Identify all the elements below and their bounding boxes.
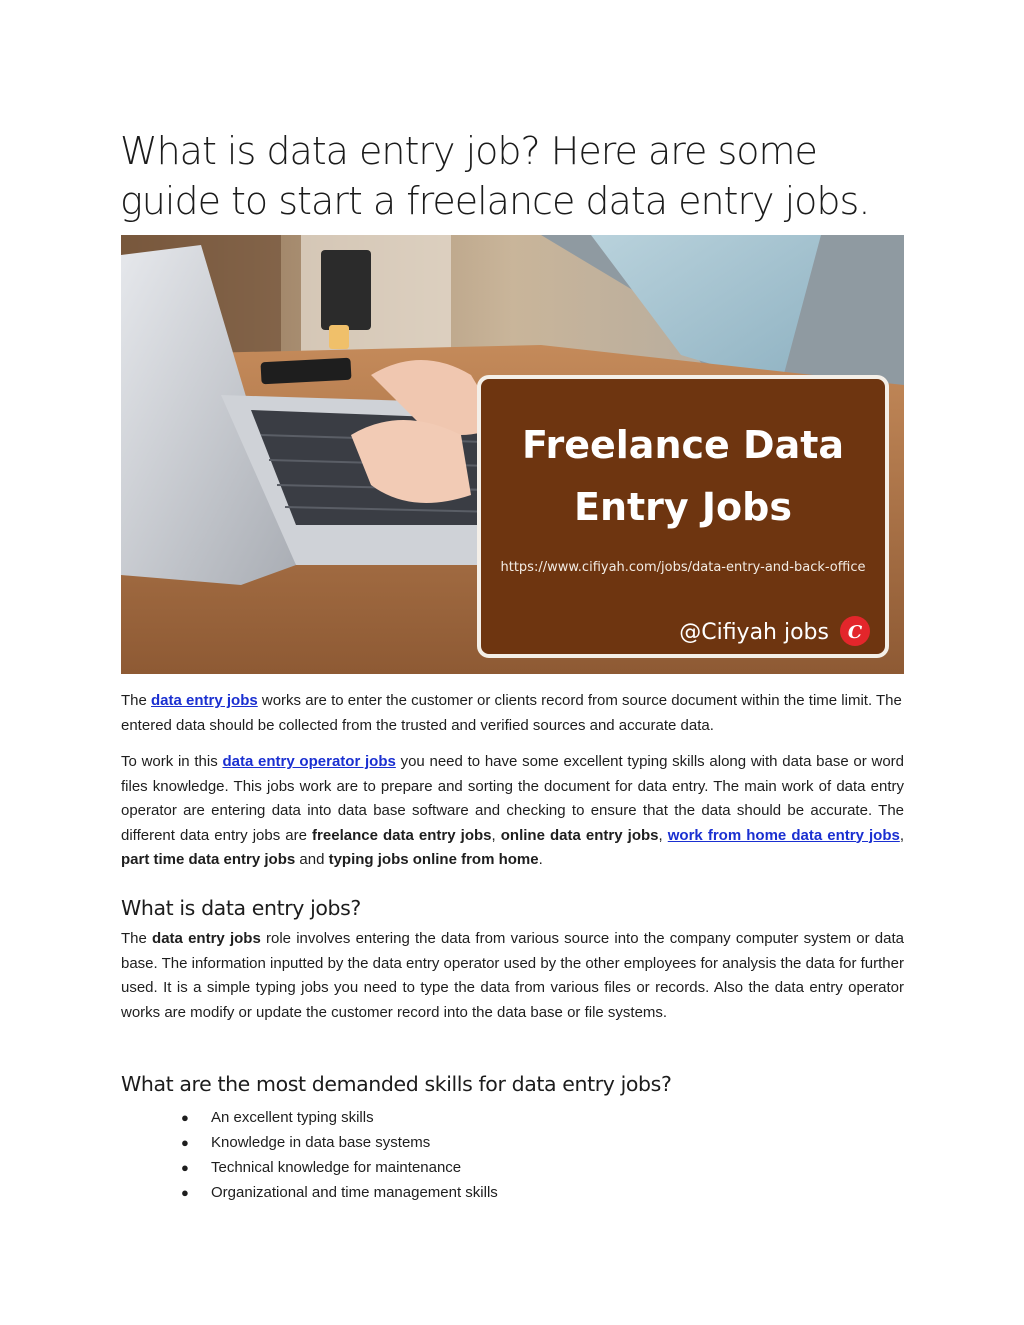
skill-text: Knowledge in data base systems [211, 1134, 431, 1151]
skills-list [181, 1105, 498, 1205]
bullet-icon: ● [181, 1110, 189, 1125]
text: and [295, 851, 329, 868]
section-heading-skills: What are the most demanded skills for data entry jobs? [121, 1072, 672, 1096]
bold-text: typing jobs online from home [328, 851, 539, 868]
hero-url: https://www.cifiyah.com/jobs/data-entry-and-back-office [500, 560, 866, 575]
data-entry-operator-jobs-link[interactable]: data entry operator jobs [222, 753, 396, 770]
page-title: What is data entry job? Here are some guide to start a freelance data entry jobs. [120, 129, 870, 223]
text: , [899, 826, 904, 844]
skill-text: Organizational and time management skills [211, 1184, 498, 1201]
intro-paragraph [121, 689, 904, 738]
text: . [538, 851, 543, 868]
text: , [491, 826, 501, 844]
text: The [121, 930, 153, 947]
skill-text: Technical knowledge for maintenance [211, 1159, 462, 1176]
role-paragraph [121, 927, 904, 1025]
skill-text: An excellent typing skills [211, 1109, 374, 1126]
bold-text: online data entry jobs [500, 826, 659, 844]
list-item [181, 1155, 498, 1180]
work-from-home-link[interactable]: work from home data entry jobs [667, 826, 900, 844]
text: , [658, 826, 668, 844]
text: role involves entering the data from various source into the company computer system or data base. The information inputted by the data entry operator used by the other employees for analysis the data for further used. It is a simple typing jobs you need to type the data from various files or records. Also the data entry operator works are modify or update the customer record into the data base or file systems. [121, 930, 904, 1021]
list-item [181, 1105, 498, 1130]
hero-image [121, 235, 904, 674]
brand-logo-letter: C [847, 622, 863, 643]
bold-text: freelance data entry jobs [312, 826, 492, 844]
text: works are to enter the customer or clients record from source document within the time limit. The entered data should be collected from the trusted and verified sources and accurate data. [121, 692, 902, 734]
bullet-icon: ● [181, 1160, 189, 1175]
bullet-icon: ● [181, 1135, 189, 1150]
list-item [181, 1130, 498, 1155]
hero-headline-line1: Freelance Data [521, 423, 845, 467]
operator-paragraph [121, 750, 904, 873]
data-entry-jobs-link[interactable]: data entry jobs [151, 692, 258, 709]
text: The [121, 692, 152, 709]
bold-text: data entry jobs [152, 930, 261, 947]
hero-headline-line2: Entry Jobs [574, 485, 792, 529]
text: you need to have some excellent typing skills along with data base or word files knowledge. This jobs work are to prepare and sorting the document for data entry. The main work of data entry operator are entering data into data base software and checking to ensure that the data should be accurate. The different data entry jobs are [121, 753, 904, 844]
bold-text: part time data entry jobs [121, 851, 296, 868]
hero-brand: @Cifiyah jobs [679, 620, 829, 645]
list-item [181, 1180, 498, 1205]
bullet-icon: ● [181, 1185, 189, 1200]
text: To work in this [121, 753, 223, 770]
section-heading-what-is: What is data entry jobs? [121, 896, 361, 920]
